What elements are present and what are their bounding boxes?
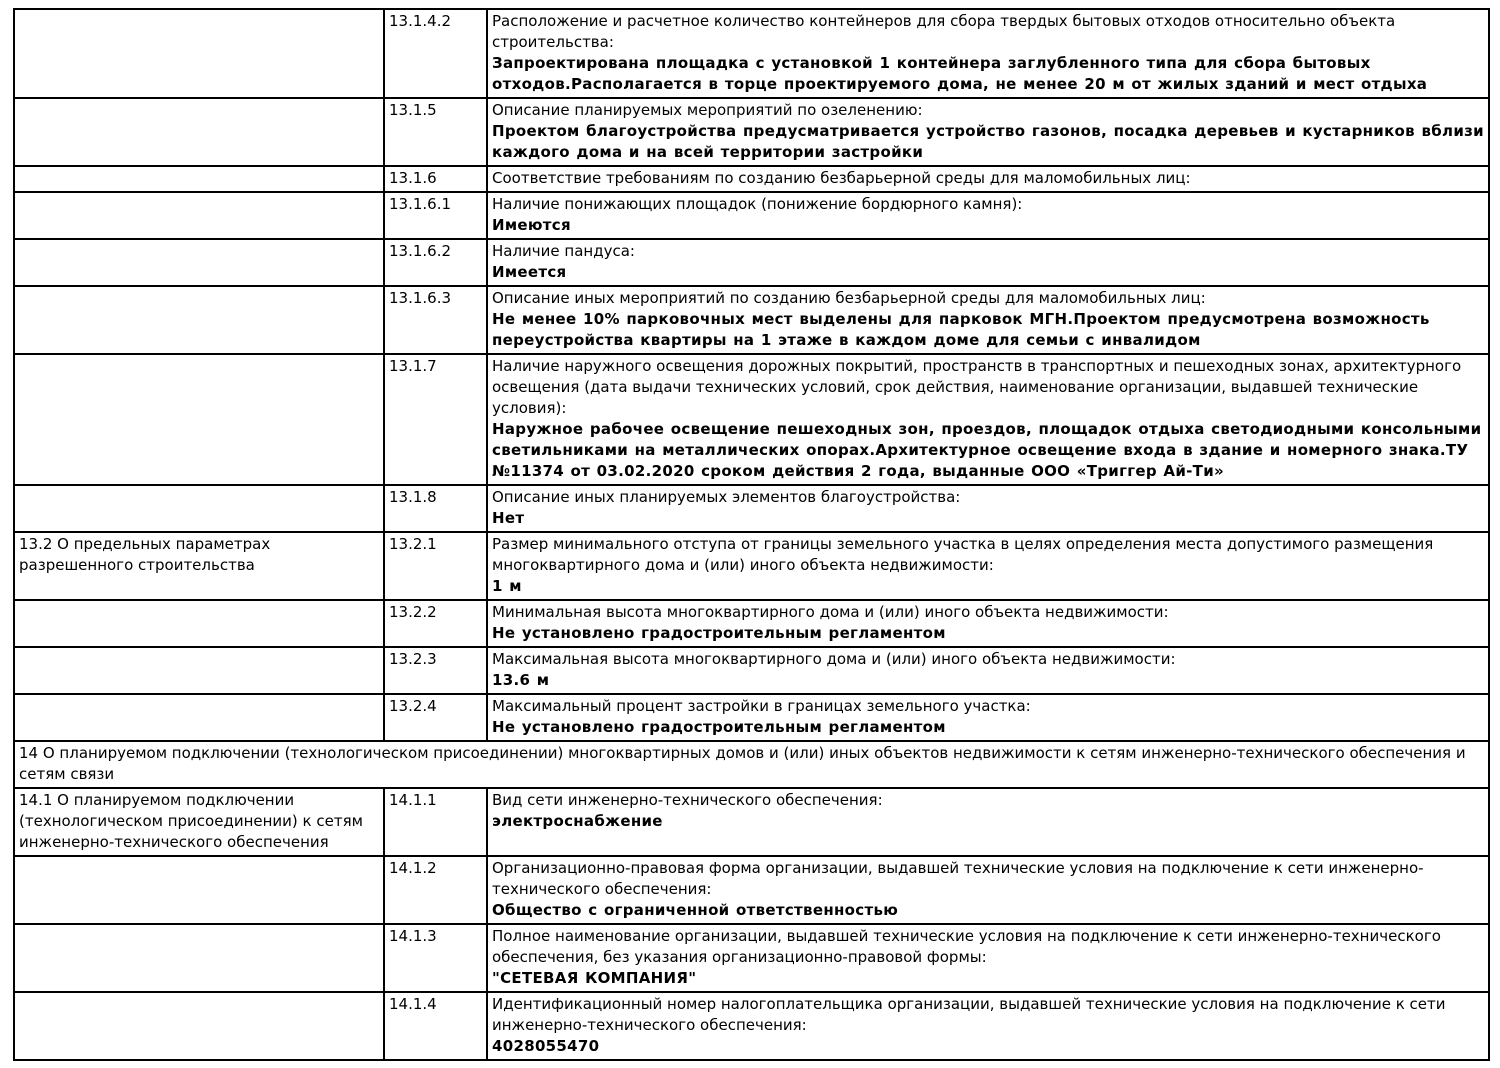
section-header-row bbox=[14, 741, 1489, 788]
item-label: Максимальный процент застройки в границах земельного участка: bbox=[492, 697, 1031, 715]
item-label: Описание иных мероприятий по созданию безбарьерной среды для маломобильных лиц: bbox=[492, 289, 1206, 307]
description-cell bbox=[487, 98, 1489, 166]
table-row bbox=[14, 788, 1489, 856]
item-value: Проектом благоустройства предусматривается устройство газонов, посадка деревьев и кустарников вблизи каждого дома и на всей территории застройки bbox=[492, 122, 1484, 161]
section-cell bbox=[14, 485, 384, 532]
item-number-cell: 13.1.6 bbox=[384, 166, 487, 192]
description-cell bbox=[487, 694, 1489, 741]
table-row bbox=[14, 856, 1489, 924]
item-label: Полное наименование организации, выдавшей технические условия на подключение к сети инженерно-технического обеспечения, без указания организационно-правовой формы: bbox=[492, 927, 1441, 966]
item-value: Не менее 10% парковочных мест выделены для парковок МГН.Проектом предусмотрена возможность переустройства квартиры на 1 этаже в каждом доме для семьи с инвалидом bbox=[492, 310, 1430, 349]
item-number-cell: 13.1.8 bbox=[384, 485, 487, 532]
table-row bbox=[14, 924, 1489, 992]
item-number-cell: 13.1.7 bbox=[384, 354, 487, 485]
item-label: Размер минимального отступа от границы земельного участка в целях определения места допустимого размещения многоквартирного дома и (или) иного объекта недвижимости: bbox=[492, 535, 1434, 574]
description-cell bbox=[487, 600, 1489, 647]
section-cell bbox=[14, 354, 384, 485]
item-value: Имеется bbox=[492, 263, 567, 281]
item-label: Вид сети инженерно-технического обеспечения: bbox=[492, 791, 883, 809]
section-title: 14.1 О планируемом подключении (технологическом присоединении) к сетям инженерно-технического обеспечения bbox=[19, 791, 363, 851]
description-cell bbox=[487, 9, 1489, 98]
section-cell bbox=[14, 694, 384, 741]
document-page bbox=[0, 8, 1500, 1068]
section-cell bbox=[14, 286, 384, 354]
description-cell bbox=[487, 647, 1489, 694]
item-label: Минимальная высота многоквартирного дома и (или) иного объекта недвижимости: bbox=[492, 603, 1169, 621]
item-number-cell: 13.1.4.2 bbox=[384, 9, 487, 98]
item-value: 4028055470 bbox=[492, 1037, 600, 1055]
table-row bbox=[14, 192, 1489, 239]
table-row bbox=[14, 286, 1489, 354]
description-cell bbox=[487, 166, 1489, 192]
description-cell bbox=[487, 286, 1489, 354]
item-value: Наружное рабочее освещение пешеходных зон, проездов, площадок отдыха светодиодными консольными светильниками на металлических опорах.Архитектурное освещение входа в здание и номерного знака.ТУ №11374 от 03.02.2020 сроком действия 2 года, выданные ООО «Триггер Ай-Ти» bbox=[492, 420, 1482, 480]
item-value: Не установлено градостроительным регламентом bbox=[492, 624, 946, 642]
item-label: Наличие пандуса: bbox=[492, 242, 635, 260]
section-header-text: 14 О планируемом подключении (технологическом присоединении) многоквартирных домов и (или) иных объектов недвижимости к сетям инженерно-технического обеспечения и сетям связи bbox=[14, 741, 1489, 788]
section-cell bbox=[14, 239, 384, 286]
item-number-cell: 13.2.1 bbox=[384, 532, 487, 600]
section-cell bbox=[14, 856, 384, 924]
item-label: Организационно-правовая форма организации, выдавшей технические условия на подключение к сети инженерно-технического обеспечения: bbox=[492, 859, 1424, 898]
section-cell bbox=[14, 192, 384, 239]
item-label: Описание планируемых мероприятий по озеленению: bbox=[492, 101, 923, 119]
item-number-cell: 13.2.3 bbox=[384, 647, 487, 694]
item-number-cell: 13.1.6.3 bbox=[384, 286, 487, 354]
item-label: Наличие понижающих площадок (понижение бордюрного камня): bbox=[492, 195, 1023, 213]
item-label: Соответствие требованиям по созданию безбарьерной среды для маломобильных лиц: bbox=[492, 169, 1191, 187]
table-row bbox=[14, 9, 1489, 98]
item-value: Нет bbox=[492, 509, 525, 527]
table-body bbox=[14, 9, 1489, 1060]
section-cell bbox=[14, 532, 384, 600]
description-cell bbox=[487, 788, 1489, 856]
description-cell bbox=[487, 239, 1489, 286]
section-cell bbox=[14, 600, 384, 647]
item-label: Расположение и расчетное количество контейнеров для сбора твердых бытовых отходов относительно объекта строительства: bbox=[492, 12, 1396, 51]
table-row bbox=[14, 532, 1489, 600]
description-cell bbox=[487, 192, 1489, 239]
section-title: 13.2 О предельных параметрах разрешенного строительства bbox=[19, 535, 271, 574]
table-row bbox=[14, 647, 1489, 694]
item-value: электроснабжение bbox=[492, 812, 663, 830]
table-row bbox=[14, 694, 1489, 741]
item-value: Не установлено градостроительным регламентом bbox=[492, 718, 946, 736]
item-value: Имеются bbox=[492, 216, 571, 234]
item-label: Идентификационный номер налогоплательщика организации, выдавшей технические условия на подключение к сети инженерно-технического обеспечения: bbox=[492, 995, 1446, 1034]
item-number-cell: 14.1.3 bbox=[384, 924, 487, 992]
item-number-cell: 14.1.4 bbox=[384, 992, 487, 1060]
section-cell bbox=[14, 924, 384, 992]
item-number-cell: 13.2.4 bbox=[384, 694, 487, 741]
table-row bbox=[14, 354, 1489, 485]
item-label: Наличие наружного освещения дорожных покрытий, пространств в транспортных и пешеходных зонах, архитектурного освещения (дата выдачи технических условий, срок действия, наименование организации, выдавшей технические условия): bbox=[492, 357, 1462, 417]
description-cell bbox=[487, 532, 1489, 600]
description-cell bbox=[487, 992, 1489, 1060]
item-number-cell: 13.1.6.2 bbox=[384, 239, 487, 286]
description-cell bbox=[487, 856, 1489, 924]
item-number-cell: 13.2.2 bbox=[384, 600, 487, 647]
table-row bbox=[14, 239, 1489, 286]
table-row bbox=[14, 992, 1489, 1060]
section-cell bbox=[14, 788, 384, 856]
section-cell bbox=[14, 9, 384, 98]
item-number-cell: 14.1.1 bbox=[384, 788, 487, 856]
item-number-cell: 13.1.6.1 bbox=[384, 192, 487, 239]
item-value: 13.6 м bbox=[492, 671, 550, 689]
table-row bbox=[14, 485, 1489, 532]
item-value: 1 м bbox=[492, 577, 522, 595]
item-label: Описание иных планируемых элементов благоустройства: bbox=[492, 488, 961, 506]
section-cell bbox=[14, 166, 384, 192]
table-row bbox=[14, 600, 1489, 647]
section-cell bbox=[14, 992, 384, 1060]
item-number-cell: 13.1.5 bbox=[384, 98, 487, 166]
item-number-cell: 14.1.2 bbox=[384, 856, 487, 924]
section-cell bbox=[14, 98, 384, 166]
description-cell bbox=[487, 354, 1489, 485]
item-value: Общество с ограниченной ответственностью bbox=[492, 901, 899, 919]
item-value: Запроектирована площадка с установкой 1 контейнера заглубленного типа для сбора бытовых отходов.Располагается в торце проектируемого дома, не менее 20 м от жилых зданий и мест отдыха bbox=[492, 54, 1428, 93]
declaration-table bbox=[13, 8, 1490, 1061]
item-label: Максимальная высота многоквартирного дома и (или) иного объекта недвижимости: bbox=[492, 650, 1176, 668]
section-cell bbox=[14, 647, 384, 694]
table-row bbox=[14, 98, 1489, 166]
item-value: "СЕТЕВАЯ КОМПАНИЯ" bbox=[492, 969, 697, 987]
description-cell bbox=[487, 485, 1489, 532]
table-row bbox=[14, 166, 1489, 192]
description-cell bbox=[487, 924, 1489, 992]
